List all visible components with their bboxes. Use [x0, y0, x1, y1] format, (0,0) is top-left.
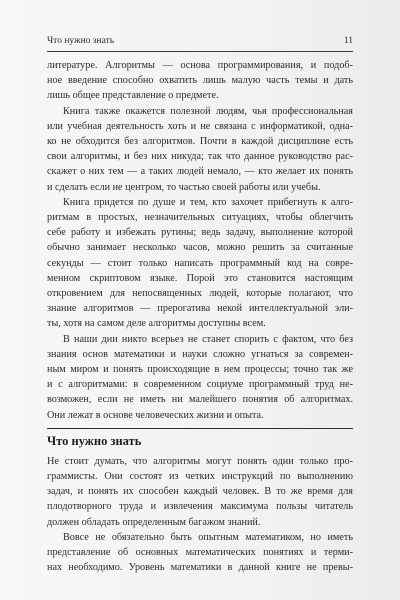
- text-line: ритмам в простых, незначительных ситуациях, чтобы облегчить: [47, 212, 353, 224]
- paragraph: [47, 58, 353, 104]
- text-line: ное введение способно охватить лишь малую часть темы и дать: [47, 75, 353, 87]
- text-line: и с алгоритмами: в современном социуме программный труд не-: [47, 379, 353, 391]
- paragraph: [47, 454, 353, 530]
- text-line: представление об основных математических понятиях и терми-: [47, 547, 353, 559]
- paragraph: [47, 104, 353, 195]
- text-line: должен обладать определенным багажом знаний.: [47, 516, 261, 528]
- page-body: [47, 58, 353, 576]
- text-line: ным миром и понять происходящие в нем процессы; точно так же: [47, 364, 353, 376]
- text-line: свои алгоритмы, и без них никуда; так что данное руководство рас-: [47, 151, 353, 163]
- text-line: лишь общее представление о предмете.: [47, 90, 219, 102]
- text-line: граммисты. Они состоят из четких инструкций по выполнению: [47, 471, 353, 483]
- text-line: задач, и понять их способен каждый человек. В то же время для: [47, 486, 353, 498]
- section-divider: [47, 428, 353, 429]
- text-line: ты, хотя на самом деле алгоритмы доступны всем.: [47, 318, 266, 330]
- text-line: Они лежат в основе человеческих жизни и опыта.: [47, 409, 264, 421]
- text-line: плодотворного труда и извлечения максимума пользы читатель: [47, 501, 353, 513]
- text-line: Книга также окажется полезной людям, чья профессиональная: [63, 105, 353, 117]
- text-line: Книга придется по душе и тем, кто захочет прибегнуть к алго-: [63, 196, 353, 208]
- text-line: откровением для непосвященных людей, которые полагают, что: [47, 288, 353, 300]
- text-line: знание алгоритмов — прерогатива некой интеллектуальной эли-: [47, 303, 353, 315]
- text-line: или учебная деятельность хоть и не связана с информатикой, одна-: [47, 120, 353, 132]
- text-line: нах необходимо. Уровень математики в данной книге не превы-: [47, 562, 353, 574]
- text-line: секунды — стоит только написать программный код на совре-: [47, 257, 353, 269]
- text-line: литературе. Алгоритмы — основа программирования, и подоб-: [47, 60, 353, 71]
- text-line: менном скриптовом языке. Порой это становится настоящим: [47, 272, 353, 284]
- running-header: [47, 35, 353, 47]
- paragraph: [47, 530, 353, 576]
- text-line: себе работу и избежать рутины; ведь задачу, выполнение которой: [47, 227, 353, 239]
- paragraph: [47, 332, 353, 423]
- text-line: ко не обходится без алгоритмов. Почти в каждой дисциплине есть: [47, 136, 353, 148]
- text-line: знания основ математики и науки сложно угнаться за современ-: [47, 348, 353, 360]
- text-line: обычно занимает несколько часов, можно решить за считанные: [47, 242, 353, 254]
- text-line: возможен, если не иметь ни малейшего понятия об алгоритмах.: [47, 394, 353, 406]
- section-heading: Что нужно знать: [47, 433, 142, 448]
- text-line: В наши дни никто всерьез не станет спорить с фактом, что без: [63, 333, 353, 345]
- text-line: Вовсе не обязательно быть опытным математиком, но иметь: [63, 531, 353, 543]
- page-number: 11: [343, 36, 353, 46]
- running-header-title: Что нужно знать: [47, 36, 115, 46]
- text-line: Не стоит думать, что алгоритмы могут понять одни только про-: [47, 455, 353, 467]
- text-line: и сделать если не центром, то частью своей работы или учебы.: [47, 181, 321, 193]
- text-line: скажет о них тем — а таких людей немало, — кто желает их понять: [47, 166, 353, 178]
- header-rule: [47, 51, 353, 52]
- paragraph: [47, 195, 353, 332]
